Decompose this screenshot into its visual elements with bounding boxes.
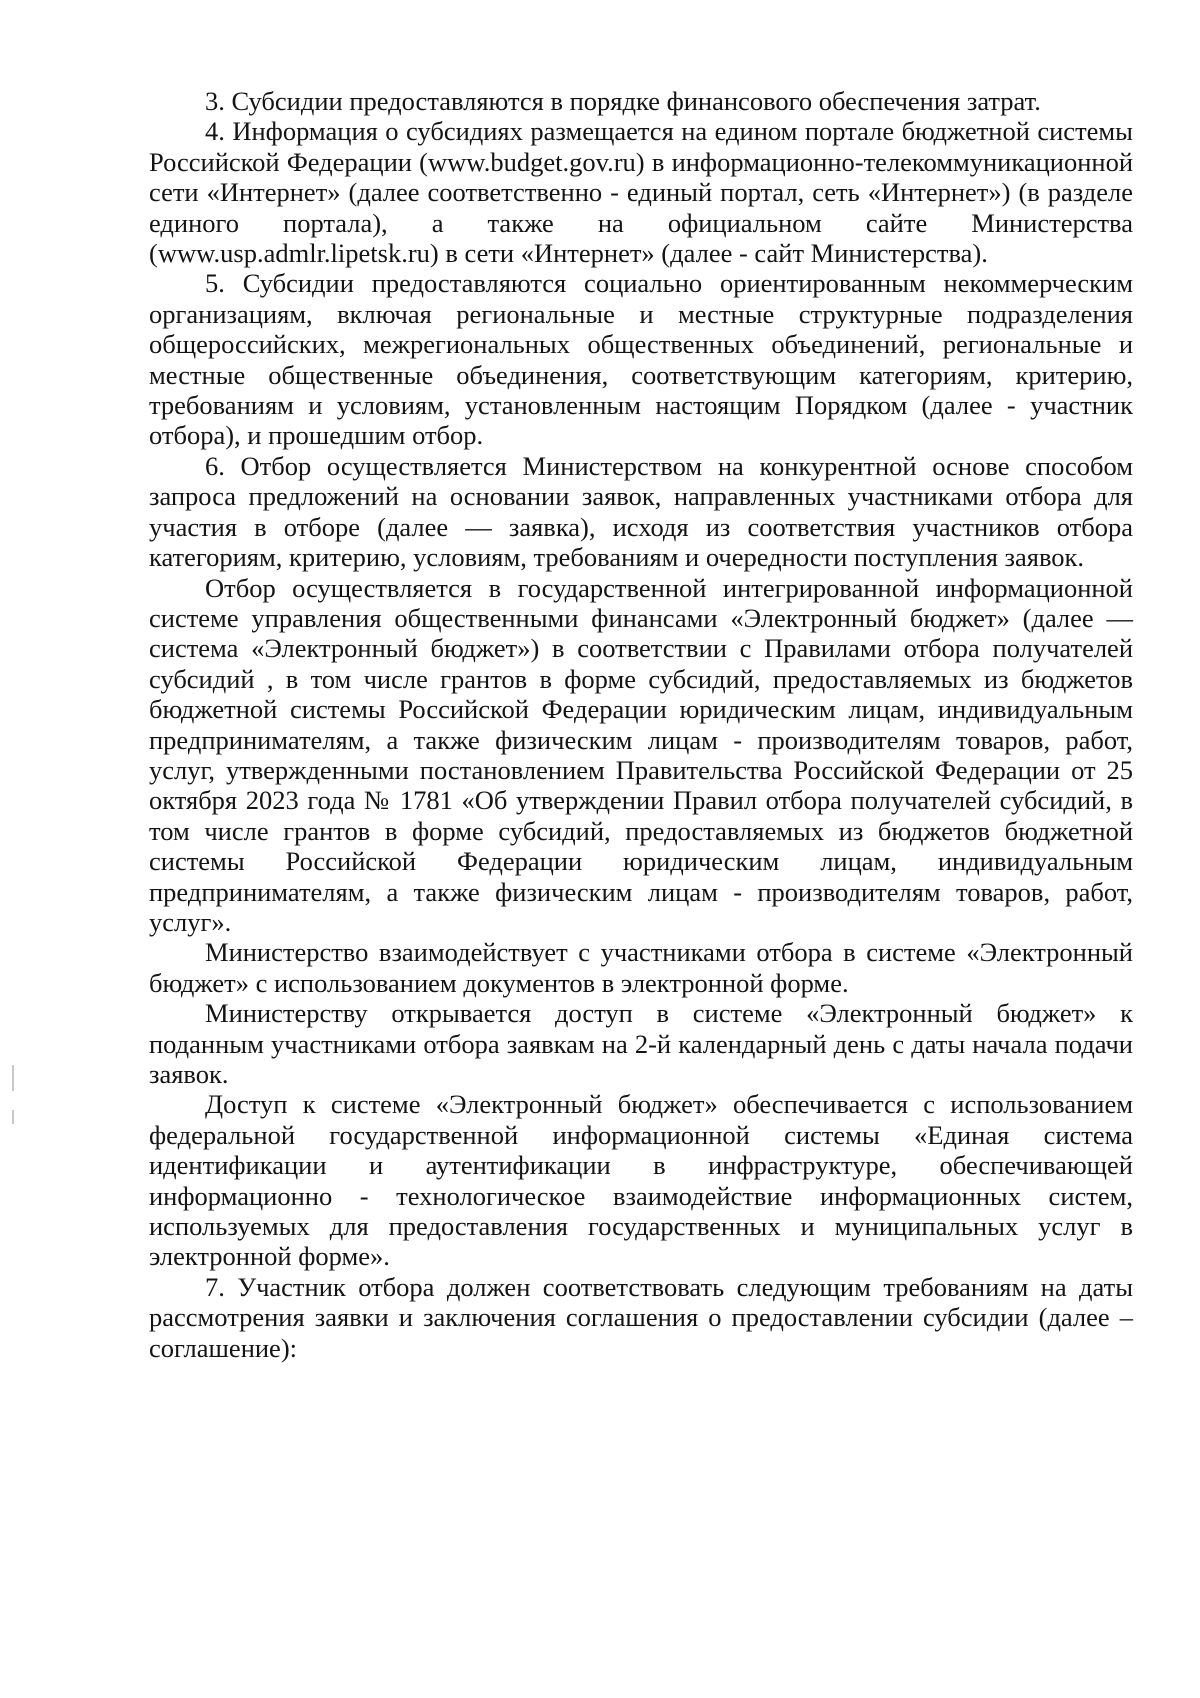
- paragraph-5-subsidy-recipients: 5. Субсидии предоставляются социально ориентированным некоммерческим организациям, включая региональные и местные структурные подразделения общероссийских, межрегиональных общественных объединений, региональные и местные общественные объединения, соответствующим категориям, критерию, требованиям и условиям, установленным настоящим Порядком (далее - участник отбора), и прошедшим отбор.: [149, 268, 1133, 451]
- scan-artifact-mark: [12, 1110, 14, 1124]
- paragraph-4-subsidy-information: 4. Информация о субсидиях размещается на едином портале бюджетной системы Российской Федерации (www.budget.gov.ru) в информационно-телекоммуникационной сети «Интернет» (далее соответственно - единый портал, сеть «Интернет») (в разделе единого портала), а также на официальном сайте Министерства (www.usp.admlr.lipetsk.ru) в сети «Интернет» (далее - сайт Министерства).: [149, 116, 1133, 269]
- scan-artifact-mark: [12, 1065, 14, 1091]
- paragraph-electronic-budget-selection: Отбор осуществляется в государственной интегрированной информационной системе управления общественными финансами «Электронный бюджет» (далее — система «Электронный бюджет») в соответствии с Правилами отбора получателей субсидий , в том числе грантов в форме субсидий, предоставляемых из бюджетов бюджетной системы Российской Федерации юридическим лицам, индивидуальным предпринимателям, а также физическим лицам - производителям товаров, работ, услуг, утвержденными постановлением Правительства Российской Федерации от 25 октября 2023 года № 1781 «Об утверждении Правил отбора получателей субсидий, в том числе грантов в форме субсидий, предоставляемых из бюджетов бюджетной системы Российской Федерации юридическим лицам, индивидуальным предпринимателям, а также физическим лицам - производителям товаров, работ, услуг».: [149, 572, 1133, 937]
- paragraph-ministry-interaction: Министерство взаимодействует с участниками отбора в системе «Электронный бюджет» с использованием документов в электронной форме.: [149, 937, 1133, 998]
- paragraph-3-subsidy-financing: 3. Субсидии предоставляются в порядке финансового обеспечения затрат.: [205, 86, 1041, 116]
- paragraph-ministry-access: Министерству открывается доступ в системе «Электронный бюджет» к поданным участниками отбора заявкам на 2-й календарный день с даты начала подачи заявок.: [149, 998, 1133, 1089]
- paragraph-system-access: Доступ к системе «Электронный бюджет» обеспечивается с использованием федеральной государственной информационной системы «Единая система идентификации и аутентификации в инфраструктуре, обеспечивающей информационно - технологическое взаимодействие информационных систем, используемых для предоставления государственных и муниципальных услуг в электронной форме».: [149, 1089, 1133, 1272]
- paragraph-7-participant-requirements: 7. Участник отбора должен соответствовать следующим требованиям на даты рассмотрения заявки и заключения соглашения о предоставлении субсидии (далее – соглашение):: [149, 1271, 1133, 1363]
- paragraph-6-selection-method: 6. Отбор осуществляется Министерством на конкурентной основе способом запроса предложений на основании заявок, направленных участниками отбора для участия в отборе (далее — заявка), исходя из соответствия участников отбора категориям, критерию, условиям, требованиям и очередности поступления заявок.: [149, 450, 1133, 573]
- document-body: [149, 86, 1133, 1363]
